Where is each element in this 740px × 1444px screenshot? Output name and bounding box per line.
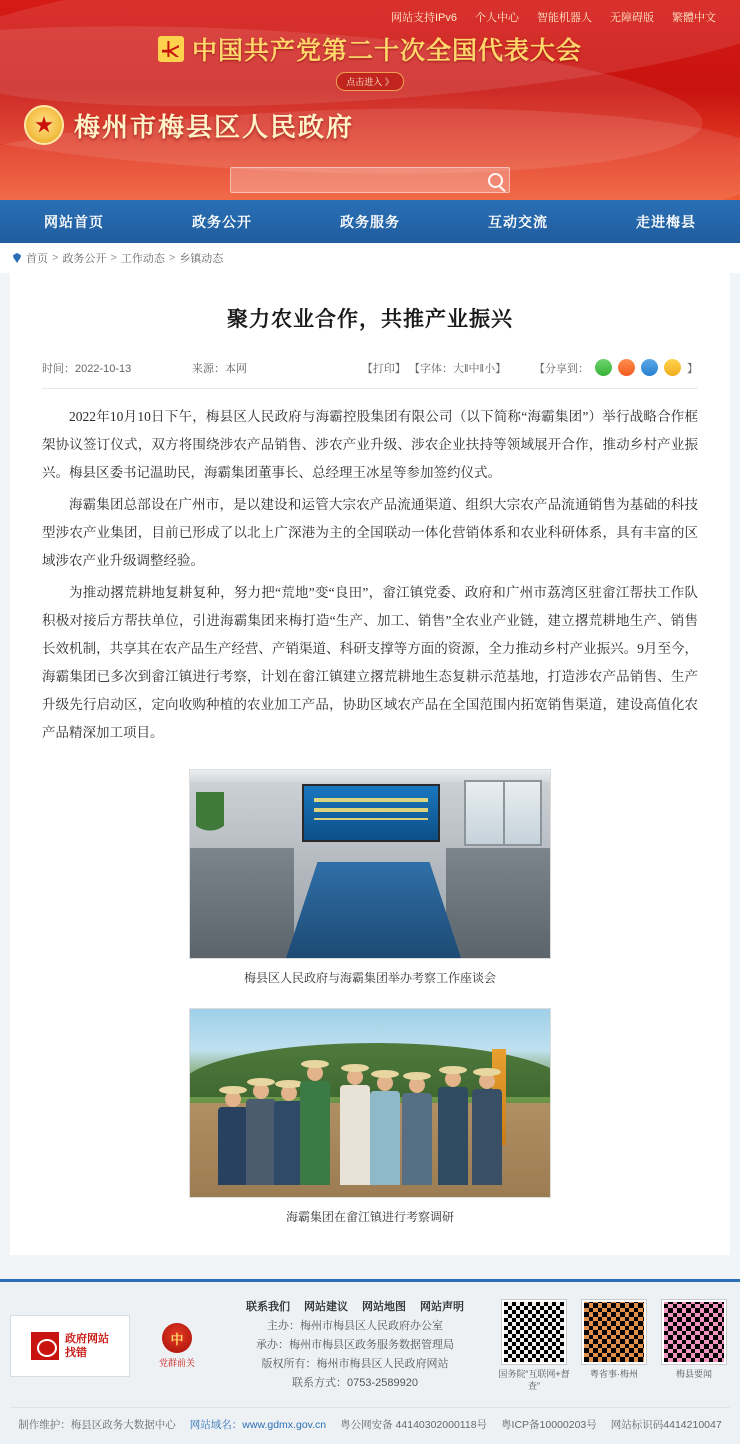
party-emblem-icon <box>158 36 184 62</box>
photo-person <box>218 1107 248 1185</box>
page-title: 聚力农业合作，共推产业振兴 <box>227 307 513 331</box>
article-source: 来源：本网 <box>192 362 247 375</box>
qr-label: 梅县要闻 <box>675 1368 712 1379</box>
top-link-traditional-chinese[interactable]: 繁體中文 <box>672 12 716 24</box>
footer-main <box>10 1298 730 1393</box>
share-block <box>534 359 698 376</box>
breadcrumb-separator: > <box>168 252 176 264</box>
photo-person <box>402 1093 432 1185</box>
magnifier-icon <box>31 1332 59 1360</box>
photo-person <box>340 1085 370 1185</box>
share-end: 】 <box>687 362 698 375</box>
article-figure <box>42 769 698 986</box>
footer-info <box>224 1298 486 1393</box>
photo-person <box>246 1099 276 1185</box>
nav-item-government-affairs[interactable]: 政务公开 <box>192 213 252 230</box>
breadcrumb-item-home[interactable]: 首页 <box>26 253 48 265</box>
top-link-smart-robot[interactable]: 智能机器人 <box>537 12 592 24</box>
footer-link-sitemap[interactable]: 网站地图 <box>362 1301 406 1313</box>
meeting-photo <box>189 769 551 959</box>
photo-left-seats <box>190 848 294 959</box>
breadcrumb <box>0 243 740 273</box>
nav-item-government-services[interactable]: 政务服务 <box>340 213 400 230</box>
footer-link-suggestion[interactable]: 网站建议 <box>304 1301 348 1313</box>
site-title-block <box>24 105 740 145</box>
breadcrumb-item-work-updates[interactable]: 工作动态 <box>120 253 165 265</box>
qr-code-item[interactable] <box>578 1300 650 1392</box>
nav-item-about-meixian[interactable]: 走进梅县 <box>636 213 696 230</box>
footer-bottom-item: 制作维护：梅县区政务大数据中心 <box>18 1419 176 1431</box>
article-body <box>42 389 698 747</box>
congress-banner[interactable] <box>0 31 740 91</box>
photo-person <box>370 1091 400 1185</box>
photo-person <box>300 1081 330 1185</box>
photo-window <box>464 780 542 846</box>
search-input[interactable] <box>237 174 488 186</box>
location-pin-icon <box>12 253 22 263</box>
congress-title: 中国共产党第二十次全国代表大会 <box>191 38 582 65</box>
party-mass-service-badge[interactable] <box>142 1315 212 1377</box>
party-badge-label: 党群前关 <box>158 1357 195 1368</box>
footer-bottom-item-domain[interactable]: 网站域名：www.gdmx.gov.cn <box>189 1419 327 1431</box>
qr-code-item[interactable] <box>658 1300 730 1392</box>
figure-caption: 梅县区人民政府与海霸集团举办考察工作座谈会 <box>243 971 496 985</box>
article-meta <box>42 359 698 389</box>
share-label: 【分享到： <box>534 362 589 375</box>
nav-item-home[interactable]: 网站首页 <box>44 213 104 230</box>
share-qzone-icon[interactable] <box>618 359 635 376</box>
congress-enter-button[interactable]: 点击进入 》 <box>336 72 404 91</box>
main-nav <box>0 200 740 243</box>
national-emblem-icon <box>24 105 64 145</box>
footer-bottom-bar <box>10 1407 730 1444</box>
site-header <box>0 0 740 200</box>
site-footer <box>0 1279 740 1444</box>
top-utility-links <box>0 0 740 25</box>
search-box[interactable] <box>230 167 510 193</box>
qr-code-icon <box>662 1300 726 1364</box>
top-link-personal-center[interactable]: 个人中心 <box>475 12 519 24</box>
qr-code-item[interactable] <box>498 1300 570 1392</box>
footer-bottom-item: 网站标识码4414210047 <box>610 1419 722 1431</box>
photo-person <box>438 1087 468 1185</box>
content-background <box>0 273 740 1279</box>
share-qq-icon[interactable] <box>641 359 658 376</box>
footer-info-line: 联系方式：0753-2589920 <box>292 1377 418 1389</box>
footer-info-line: 版权所有：梅州市梅县区人民政府网站 <box>261 1358 449 1370</box>
gov-website-error-report-badge[interactable] <box>10 1315 130 1377</box>
photo-conference-table <box>286 862 461 958</box>
photo-right-seats <box>446 848 550 959</box>
breadcrumb-separator: > <box>52 252 59 264</box>
article-tools <box>334 360 534 376</box>
photo-projection-screen <box>302 784 440 842</box>
photo-person <box>472 1089 502 1185</box>
figure-caption: 海霸集团在畲江镇进行考察调研 <box>285 1210 454 1224</box>
print-button[interactable]: 【打印】 <box>361 362 406 375</box>
footer-link-statement[interactable]: 网站声明 <box>420 1301 464 1313</box>
search-icon[interactable] <box>488 173 503 188</box>
top-link-ipv6[interactable]: 网站支持IPv6 <box>390 12 457 24</box>
qr-label: 国务院“互联网+督查” <box>498 1368 570 1391</box>
qr-code-icon <box>582 1300 646 1364</box>
article-time: 时间：2022-10-13 <box>42 362 132 375</box>
article-figure <box>42 1008 698 1225</box>
breadcrumb-item-township-news[interactable]: 乡镇动态 <box>179 253 224 265</box>
footer-info-line: 承办：梅州市梅县区政务服务数据管理局 <box>256 1339 454 1351</box>
photo-plant <box>196 792 224 846</box>
footer-links <box>224 1298 486 1317</box>
breadcrumb-item-government-affairs[interactable]: 政务公开 <box>62 253 107 265</box>
nav-item-interaction[interactable]: 互动交流 <box>488 213 548 230</box>
badge-label: 政府网站 找错 <box>65 1332 109 1359</box>
footer-link-contact[interactable]: 联系我们 <box>246 1301 290 1313</box>
article-paragraph: 2022年10月10日下午，梅县区人民政府与海霸控股集团有限公司（以下简称“海霸集团”）举行战略合作框架协议签订仪式，双方将围绕涉农产品销售、涉农产业升级、涉农企业扶持等领域展开合作，推动乡村产业振兴。梅县区委书记温助民，海霸集团董事长、总经理王冰星等参加签约仪式。 <box>42 409 698 480</box>
qr-code-icon <box>502 1300 566 1364</box>
site-title: 梅州市梅县区人民政府 <box>74 112 355 142</box>
footer-info-line: 主办：梅州市梅县区人民政府办公室 <box>267 1320 443 1332</box>
top-link-accessibility[interactable]: 无障碍版 <box>610 12 654 24</box>
search-area <box>0 167 740 193</box>
share-weibo-icon[interactable] <box>664 359 681 376</box>
article-paragraph: 海霸集团总部设在广州市，是以建设和运管大宗农产品流通渠道、组织大宗农产品流通销售为基础的科技型涉农产业集团，目前已形成了以北上广深港为主的全国联动一体化营销体系和农业科研体系，具有丰富的区域涉农产业升级调整经验。 <box>42 497 698 568</box>
footer-bottom-item[interactable]: 粤公网安备 44140302000118号 <box>340 1419 488 1431</box>
field-research-photo <box>189 1008 551 1198</box>
footer-qr-codes <box>498 1300 730 1392</box>
breadcrumb-separator: > <box>110 252 117 264</box>
font-size-control[interactable]: 【字体：大‖中‖小】 <box>408 362 507 375</box>
article-container <box>10 273 730 1255</box>
share-wechat-icon[interactable] <box>595 359 612 376</box>
article-paragraph: 为推动撂荒耕地复耕复种，努力把“荒地”变“良田”，畲江镇党委、政府和广州市荔湾区驻畲江帮扶工作队积极对接后方帮扶单位，引进海霸集团来梅打造“生产、加工、销售”全农业产业链，建立撂荒耕地生产、销售长效机制，共享其在农产品生产经营、产销渠道、科研支撑等方面的资源，全力推动乡村产业振兴。9月至今，海霸集团已多次到畲江镇进行考察，计划在畲江镇建立撂荒耕地生态复耕示范基地，打造涉农产品销售、生产升级先行启动区，定向收购种植的农业加工产品，协助区域农产品在全国范围内拓宽销售渠道，建设高值化农产品精深加工项目。 <box>42 585 698 740</box>
qr-label: 粤省事·梅州 <box>590 1368 638 1379</box>
footer-bottom-item[interactable]: 粤ICP备10000203号 <box>501 1419 597 1431</box>
party-disc-icon <box>162 1323 192 1353</box>
